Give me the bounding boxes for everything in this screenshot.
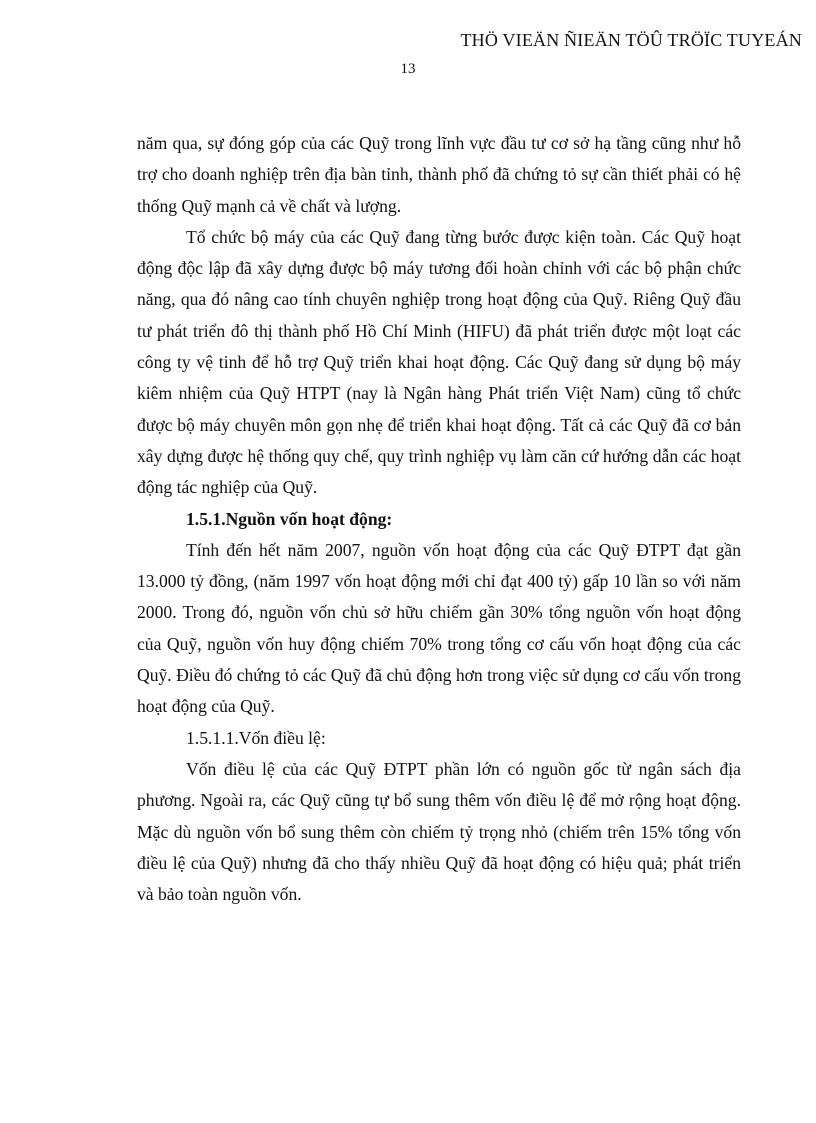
section-heading: 1.5.1.Nguồn vốn hoạt động: (186, 508, 393, 529)
subsection-heading: 1.5.1.1.Vốn điều lệ: (186, 727, 326, 748)
body-paragraph: Vốn điều lệ của các Quỹ ĐTPT phần lớn có nguồn gốc từ ngân sách địa phương. Ngoài ra, các Quỹ cũng tự bổ sung thêm vốn điều lệ để mở rộng hoạt động. Mặc dù nguồn vốn bổ sung thêm còn chiếm tỷ trọng nhỏ (chiếm trên 15% tổng vốn điều lệ của Quỹ) nhưng đã cho thấy nhiều Quỹ đã hoạt động có hiệu quả; phát triển và bảo toàn nguồn vốn. (137, 758, 741, 905)
document-body (137, 128, 741, 910)
page-number: 13 (400, 61, 416, 77)
running-header-title: THÖ VIEÄN ÑIEÄN TÖÛ TRÖÏC TUYEÁN (460, 30, 802, 50)
body-paragraph: năm qua, sự đóng góp của các Quỹ trong lĩnh vực đầu tư cơ sở hạ tầng cũng như hỗ trợ cho doanh nghiệp trên địa bàn tỉnh, thành phố đã chứng tỏ sự cần thiết phải có hệ thống Quỹ mạnh cả về chất và lượng. (137, 133, 741, 216)
body-paragraph: Tổ chức bộ máy của các Quỹ đang từng bước được kiện toàn. Các Quỹ hoạt động độc lập đã xây dựng được bộ máy tương đối hoàn chỉnh với các bộ phận chức năng, qua đó nâng cao tính chuyên nghiệp trong hoạt động của Quỹ. Riêng Quỹ đầu tư phát triển đô thị thành phố Hồ Chí Minh (HIFU) đã phát triển được một loạt các công ty vệ tinh để hỗ trợ Quỹ triển khai hoạt động. Các Quỹ đang sử dụng bộ máy kiêm nhiệm của Quỹ HTPT (nay là Ngân hàng Phát triển Việt Nam) cũng tổ chức được bộ máy chuyên môn gọn nhẹ để triển khai hoạt động. Tất cả các Quỹ đã cơ bản xây dựng được hệ thống quy chế, quy trình nghiệp vụ làm căn cứ hướng dẫn các hoạt động tác nghiệp của Quỹ. (137, 226, 741, 498)
body-paragraph: Tính đến hết năm 2007, nguồn vốn hoạt động của các Quỹ ĐTPT đạt gần 13.000 tỷ đồng, (năm 1997 vốn hoạt động mới chỉ đạt 400 tỷ) gấp 10 lần so với năm 2000. Trong đó, nguồn vốn chủ sở hữu chiếm gần 30% tổng nguồn vốn hoạt động của Quỹ, nguồn vốn huy động chiếm 70% trong tổng cơ cấu vốn hoạt động của các Quỹ. Điều đó chứng tỏ các Quỹ đã chủ động hơn trong việc sử dụng cơ cấu vốn trong hoạt động của Quỹ. (137, 539, 741, 717)
